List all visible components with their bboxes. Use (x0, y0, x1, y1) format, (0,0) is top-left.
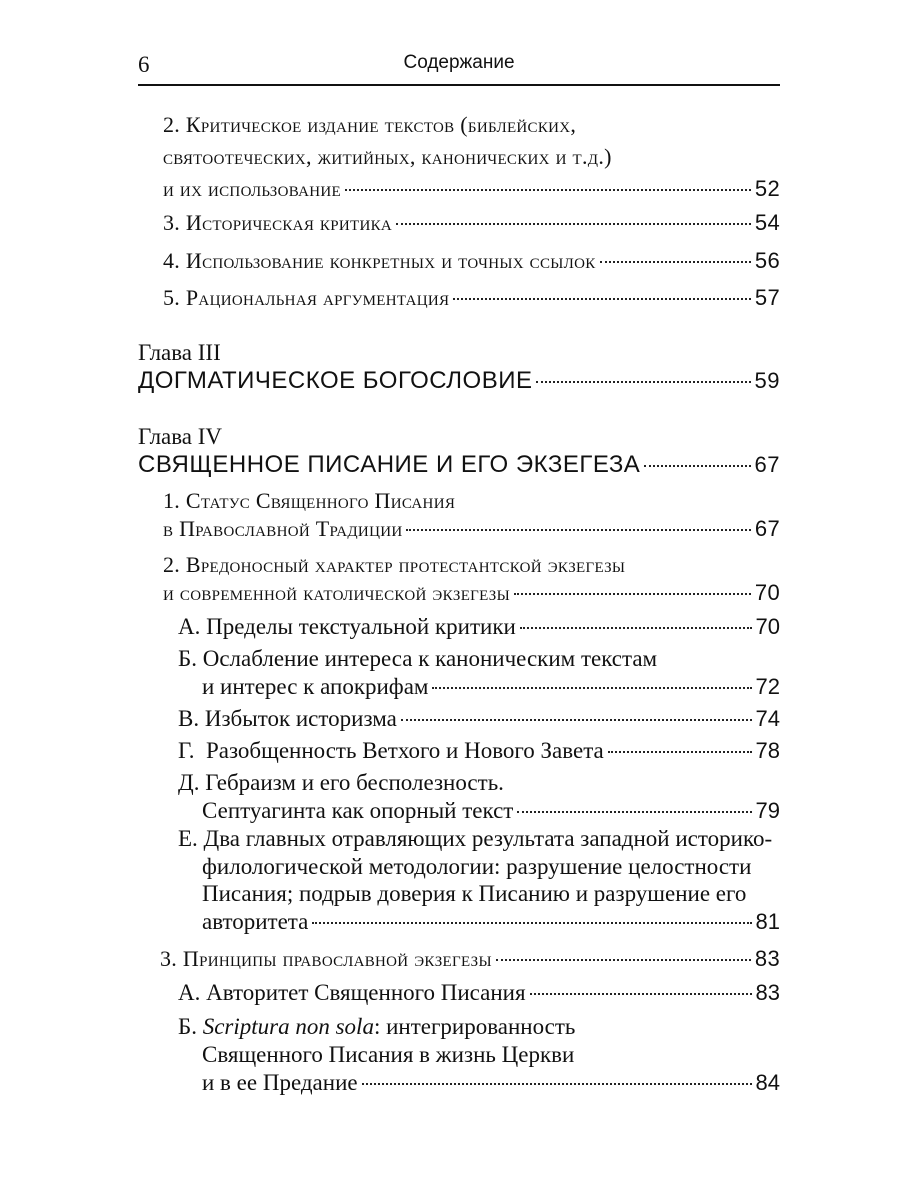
dot-leader (312, 921, 751, 924)
dot-leader (514, 592, 751, 595)
toc-entry[interactable] (163, 578, 780, 608)
toc-chapter-entry[interactable] (138, 366, 780, 396)
toc-entry-line: святоотеческих, житийных, канонических и т.д.) (163, 144, 612, 169)
dot-leader (530, 992, 752, 995)
dot-leader (362, 1082, 752, 1085)
toc-page-number: 67 (754, 516, 780, 541)
toc-entry-line: филологической методологии: разрушение целостности (202, 854, 752, 879)
toc-entry-title: 5. Рациональная аргументация (163, 285, 450, 310)
toc-entry[interactable] (160, 944, 780, 974)
toc-entry[interactable] (202, 1068, 780, 1098)
toc-entry[interactable] (163, 246, 780, 276)
toc-entry[interactable] (163, 283, 780, 313)
toc-page-number: 72 (755, 674, 780, 699)
dot-leader (453, 297, 751, 300)
toc-page-number: 57 (754, 285, 780, 310)
chapter-label: Глава IV (138, 424, 223, 449)
dot-leader (517, 810, 751, 813)
toc-page-number: 54 (754, 210, 780, 235)
toc-entry-title: Септуагинта как опорный текст (202, 798, 514, 823)
chapter-title: СВЯЩЕННОЕ ПИСАНИЕ И ЕГО ЭКЗЕГЕЗА (138, 451, 641, 478)
toc-entry-line: 2. Критическое издание текстов (библейских, (163, 112, 577, 137)
toc-entry-line: 1. Статус Священного Писания (163, 488, 456, 513)
toc-page-number: 70 (755, 614, 780, 639)
page-number: 6 (138, 52, 150, 77)
toc-entry-title: авторитета (202, 909, 309, 934)
toc-entry-title: А. Авторитет Священного Писания (178, 980, 526, 1005)
entry-prefix: Б. (178, 1014, 203, 1039)
toc-entry[interactable] (178, 978, 780, 1008)
toc-page-number: 78 (755, 738, 780, 763)
dot-leader (401, 718, 752, 721)
dot-leader (396, 222, 751, 225)
toc-page-number: 52 (754, 176, 780, 201)
toc-entry-line: Е. Два главных отравляющих результата западной историко- (178, 826, 773, 851)
toc-chapter-entry[interactable] (138, 450, 780, 480)
dot-leader (600, 260, 751, 263)
toc-entry-title: 4. Использование конкретных и точных ссылок (163, 248, 596, 273)
toc-entry[interactable] (178, 704, 780, 734)
toc-entry-title: и в ее Предание (202, 1070, 358, 1095)
toc-entry-title: и современной католической экзегезы (163, 580, 510, 605)
toc-entry[interactable] (163, 174, 780, 204)
dot-leader (644, 464, 750, 467)
toc-entry-line: Б. Ослабление интереса к каноническим текстам (178, 646, 658, 671)
toc-page-number: 79 (755, 798, 780, 823)
toc-entry-title: А. Пределы текстуальной критики (178, 614, 516, 639)
toc-page-number: 67 (754, 452, 780, 477)
toc-page-number: 59 (754, 368, 780, 393)
toc-page-number: 84 (755, 1070, 780, 1095)
toc-entry[interactable] (163, 208, 780, 238)
chapter-title: ДОГМАТИЧЕСКОЕ БОГОСЛОВИЕ (138, 367, 533, 394)
toc-entry-title: и интерес к апокрифам (202, 674, 429, 699)
toc-entry[interactable] (163, 514, 780, 544)
toc-entry[interactable] (202, 907, 780, 937)
dot-leader (520, 626, 752, 629)
dot-leader (345, 188, 751, 191)
dot-leader (536, 380, 750, 383)
italic-latin-phrase: Scriptura non sola (202, 1014, 374, 1039)
dot-leader (406, 528, 750, 531)
entry-rest: : интегрированность (373, 1014, 576, 1039)
toc-page-number: 81 (755, 909, 780, 934)
toc-entry-line: Писания; подрыв доверия к Писанию и разрушение его (202, 881, 747, 906)
toc-entry-line: Д. Гебраизм и его бесполезность. (178, 770, 504, 795)
dot-leader (608, 750, 752, 753)
chapter-label: Глава III (138, 340, 221, 365)
toc-entry-title: В. Избыток историзма (178, 706, 397, 731)
toc-entry-title: 3. Принципы православной экзегезы (160, 946, 492, 971)
running-title: Содержание (403, 52, 515, 73)
toc-page-number: 70 (754, 580, 780, 605)
toc-entry-title: Г. Разобщенность Ветхого и Нового Завета (178, 738, 604, 763)
toc-entry[interactable] (202, 672, 780, 702)
toc-entry-title: 3. Историческая критика (163, 210, 393, 235)
toc-entry-title: и их использование (163, 176, 341, 201)
toc-entry-line: 2. Вредоносный характер протестантской экзегезы (163, 552, 626, 577)
toc-page-number: 56 (754, 248, 780, 273)
toc-page-number: 83 (755, 980, 780, 1005)
toc-entry-line (178, 1012, 575, 1042)
toc-entry-title: в Православной Традиции (163, 516, 403, 541)
toc-entry[interactable] (202, 796, 780, 826)
toc-entry-line: Священного Писания в жизнь Церкви (202, 1042, 575, 1067)
dot-leader (496, 958, 751, 961)
toc-entry[interactable] (178, 612, 780, 642)
toc-page-number: 83 (754, 946, 780, 971)
toc-page-number: 74 (755, 706, 780, 731)
toc-entry[interactable] (178, 736, 780, 766)
page-header (138, 40, 780, 86)
dot-leader (432, 686, 751, 689)
